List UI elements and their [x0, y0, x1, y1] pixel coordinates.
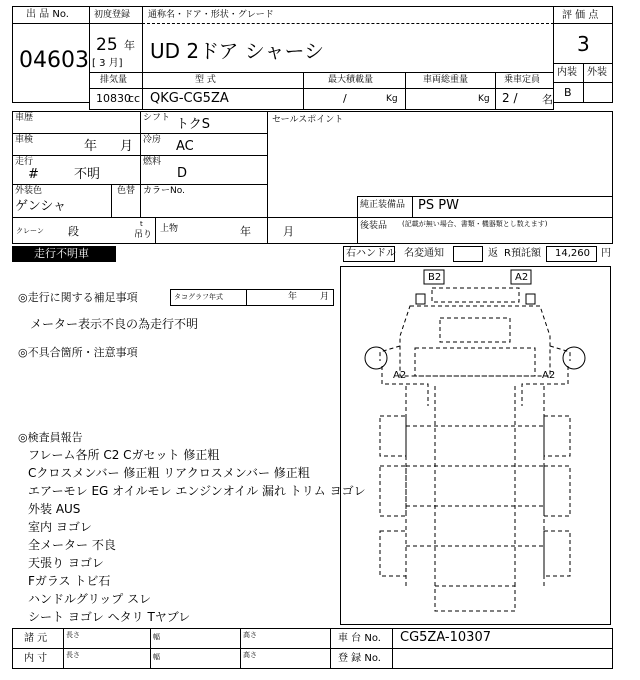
model-label: 通称名・ドア・形状・グレード — [148, 10, 274, 20]
tacho-label: タコグラフ年式 — [174, 293, 223, 301]
equipment-label: 純正装備品 — [360, 200, 406, 210]
interior-length-label: 長さ — [66, 651, 80, 659]
rating-value: 3 — [577, 32, 590, 56]
reg-month: [ 3 月] — [92, 58, 123, 69]
year-unit: 年 — [124, 39, 135, 52]
inspection-month: 月 — [120, 139, 134, 154]
chassis-value: CG5ZA-10307 — [400, 630, 491, 645]
lot-label: 出 品 No. — [26, 9, 69, 20]
crane-step: 段 — [68, 225, 79, 238]
displacement-value: 10830 — [96, 92, 131, 105]
upper-month: 月 — [283, 225, 294, 238]
crane-label: クレーン — [16, 227, 44, 235]
inspection-year: 年 — [84, 139, 98, 154]
dims-height-label: 高さ — [243, 631, 257, 639]
report-line: ハンドルグリップ スレ — [28, 592, 152, 606]
aftermarket-note: (記載が無い場合、書類・機器類とし数えます) — [402, 220, 548, 228]
type-label: 型 式 — [195, 75, 216, 85]
crane-lift: 吊り — [134, 230, 153, 240]
interior-height-label: 高さ — [243, 651, 257, 659]
tacho-month: 月 — [320, 292, 330, 302]
sales-point-label: セールスポイント — [272, 115, 344, 125]
dims-width-label: 幅 — [153, 633, 160, 641]
shift-value: トクS — [176, 117, 210, 132]
mileage-change-label: 名変通知 — [404, 248, 444, 259]
displacement-label: 排気量 — [100, 75, 128, 85]
defects-label: ◎不具合箇所・注意事項 — [18, 346, 138, 359]
damage-mark-a2-front: A2 — [515, 272, 529, 283]
return-label: 返 — [488, 248, 498, 259]
truck-diagram — [340, 266, 611, 625]
kg-unit-2: Kg — [478, 94, 490, 104]
wheels — [365, 294, 585, 369]
mileage-note: メーター表示不良の為走行不明 — [30, 317, 199, 331]
upper-label: 上物 — [160, 224, 179, 234]
inspector-label: ◎検査員報告 — [18, 431, 83, 444]
chassis-label: 車 台 No. — [338, 633, 381, 644]
exterior-label: 外装 — [587, 67, 607, 78]
cc-unit: cc — [128, 92, 141, 105]
recycle-label: R預託額 — [504, 248, 541, 259]
steering-value: 右ハンドル — [346, 248, 396, 259]
max-load-label: 最大積載量 — [328, 75, 374, 85]
fuel-label: 燃料 — [143, 157, 162, 167]
upper-year: 年 — [240, 225, 251, 238]
color-code-label: カラーNo. — [143, 186, 185, 196]
max-load-slash: / — [343, 92, 347, 105]
reg-no-label: 登 録 No. — [338, 653, 381, 664]
report-line: 全メーター 不良 — [28, 538, 116, 552]
interior-grade: B — [564, 86, 572, 99]
status-banner-text: 走行不明車 — [34, 247, 89, 260]
capacity-value: 2 / — [502, 91, 518, 105]
interior-label: 内装 — [557, 67, 577, 78]
color-label: 外装色 — [15, 186, 43, 196]
capacity-label: 乗車定員 — [504, 75, 541, 85]
ac-label: 冷房 — [143, 135, 162, 145]
damage-mark-b2: B2 — [428, 272, 442, 283]
report-line: 天張り ヨゴレ — [28, 556, 104, 570]
crane-t: t — [140, 220, 143, 228]
truck-outline — [380, 288, 570, 611]
capacity-unit: 名 — [542, 93, 553, 106]
shift-label: シフト — [143, 113, 171, 123]
lot-number: 04603 — [19, 48, 89, 73]
interior-dims-label: 内 寸 — [24, 653, 48, 664]
report-line: Fガラス トビ石 — [28, 574, 111, 588]
tacho-year: 年 — [288, 292, 298, 302]
model-name: UD 2ドア シャーシ — [150, 39, 325, 63]
report-line: 室内 ヨゴレ — [28, 520, 92, 534]
interior-width-label: 幅 — [153, 653, 160, 661]
fuel-value: D — [177, 166, 188, 181]
rating-label: 評 価 点 — [562, 10, 599, 21]
aftermarket-label: 後装品 — [360, 221, 388, 231]
mileage-prefix: # — [28, 167, 39, 182]
damage-mark-a2-left: A2 — [393, 370, 407, 381]
mileage-label: 走行 — [15, 157, 34, 167]
damage-mark-a2-right: A2 — [542, 370, 556, 381]
report-line: シート ヨゴレ ヘタリ Tヤブレ — [28, 610, 191, 624]
inspection-label: 車検 — [15, 135, 34, 145]
type-value: QKG-CG5ZA — [150, 91, 229, 106]
yen-unit: 円 — [601, 248, 611, 259]
report-line: Cクロスメンバー 修正粗 リアクロスメンバー 修正粗 — [28, 466, 310, 480]
dims-label: 諸 元 — [24, 633, 48, 644]
color-value: ゲンシャ — [15, 199, 67, 214]
dims-length-label: 長さ — [66, 631, 80, 639]
equipment-value: PS PW — [418, 198, 459, 213]
color-change-label: 色替 — [117, 186, 136, 196]
reg-label: 初度登録 — [94, 10, 131, 20]
recycle-amount: 14,260 — [555, 248, 590, 259]
report-line: エアーモレ EG オイルモレ エンジンオイル 漏れ トリム ヨゴレ — [28, 484, 366, 498]
ac-value: AC — [176, 139, 194, 154]
mileage-supp-label: ◎走行に関する補足事項 — [18, 291, 138, 304]
report-line: 外装 AUS — [28, 502, 81, 516]
gvw-label: 車両総重量 — [423, 75, 469, 85]
kg-unit-1: Kg — [386, 94, 398, 104]
mileage-change-box — [453, 246, 483, 262]
report-line: フレーム各所 C2 Cガセット 修正粗 — [28, 448, 220, 462]
reg-year: 25 — [96, 35, 118, 55]
mileage-value: 不明 — [74, 167, 101, 182]
history-label: 車歴 — [15, 113, 34, 123]
